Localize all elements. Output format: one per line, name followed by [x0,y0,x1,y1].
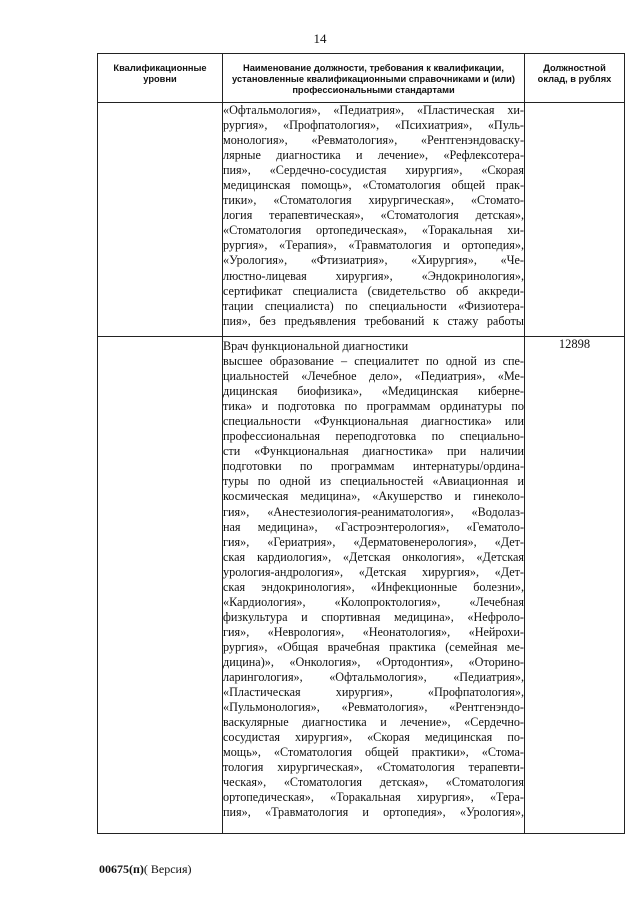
text-line: дицина)», «Онкология», «Ортодонтия», «Оторино- [223,654,524,669]
text-line: рургия», «Терапия», «Травматология и ортопедия», [223,238,524,253]
text-line: гия», «Неврология», «Неонатология», «Нейрохи- [223,624,524,639]
document-code: 00675(п) [99,862,144,876]
text-line: тации специалиста) по специальности «Физиотера- [223,298,524,313]
salary-cell [525,103,625,337]
text-line: «Пульмонология», «Ревматология», «Рентгенэндо- [223,700,524,715]
text-line: ская кардиология», «Детская онкология», «Детская [223,549,524,564]
text-line: ортопедическая», «Торакальная хирургия», «Тера- [223,790,524,805]
text-line: пия», «Сердечно-сосудистая хирургия», «Скорая [223,163,524,178]
requirements-cell [223,103,525,337]
text-line: сосудистая хирургия», «Скорая медицинская по- [223,730,524,745]
qualification-level-cell [98,337,223,834]
table-row [98,337,625,834]
text-line: ларингология», «Офтальмология», «Педиатрия», [223,670,524,685]
text-line: дицинская биофизика», «Медицинская киберне- [223,384,524,399]
text-line: рургия», «Профпатология», «Психиатрия», «Пуль- [223,118,524,133]
text-line: ская эндокринология», «Инфекционные болезни», [223,579,524,594]
document-footer [99,862,192,877]
text-line: профессиональная переподготовка по специально- [223,429,524,444]
header-qualification-levels: Квалификационные уровни [98,54,223,103]
text-line: лярные диагностика и лечение», «Рефлексотера- [223,148,524,163]
text-line: рургия», «Общая врачебная практика (семейная ме- [223,639,524,654]
text-line: пия», «Травматология и ортопедия», «Урология», [223,805,524,820]
text-line: мощь», «Стоматология общей практики», «Стома- [223,745,524,760]
text-line: сти «Функциональная диагностика» при наличии [223,444,524,459]
text-line: монология», «Ревматология», «Рентгенэндоваску- [223,133,524,148]
text-line: «Стоматология ортопедическая», «Торакальная хи- [223,223,524,238]
text-line: гия», «Анестезиология-реаниматология», «Водолаз- [223,504,524,519]
text-line: тология хирургическая», «Стоматология терапевти- [223,760,524,775]
text-line: подготовки по программам интернатуры/ордина- [223,459,524,474]
text-line: физкультура и спортивная медицина», «Нефроло- [223,609,524,624]
text-line: медицинская помощь», «Стоматология общей прак- [223,178,524,193]
header-salary: Должностной оклад, в рублях [525,54,625,103]
text-line: «Пластическая хирургия», «Профпатология», [223,685,524,700]
qualification-table [97,53,625,834]
table-row [98,103,625,337]
text-line: специальности «Функциональная диагностика» или [223,414,524,429]
text-line: тики», «Стоматология хирургическая», «Стомато- [223,193,524,208]
position-title: Врач функциональной диагностики [223,339,409,353]
text-line: космическая медицина», «Акушерство и гинеколо- [223,489,524,504]
text-line: логия терапевтическая», «Стоматология детская», [223,208,524,223]
document-version: ( Версия) [143,862,192,876]
text-line: сертификат специалиста (свидетельство об аккреди- [223,283,524,298]
header-position-requirements: Наименование должности, требования к квалификации, установленные квалификационными справочниками и (или) профессиональными стандартами [223,54,525,103]
qualification-level-cell [98,103,223,337]
text-line: урология-андрология», «Детская хирургия», «Дет- [223,564,524,579]
text-line: «Офтальмология», «Педиатрия», «Пластическая хи- [223,103,524,117]
text-line: люстно-лицевая хирургия», «Эндокринология», [223,268,524,283]
text-line: ческая», «Стоматология детская», «Стоматология [223,775,524,790]
text-line: ная медицина», «Гастроэнтерология», «Гематоло- [223,519,524,534]
requirements-cell [223,337,525,834]
text-line: пия», без предъявления требований к стажу работы [223,313,524,328]
text-line: высшее образование – специалитет по одной из спе- [223,354,524,369]
salary-cell: 12898 [525,337,625,834]
text-line: васкулярные диагностика и лечение», «Сердечно- [223,715,524,730]
table-header-row [98,54,625,103]
page-number: 14 [313,31,327,46]
text-line: туры по одной из специальностей «Авиационная и [223,474,524,489]
text-line: циальностей «Лечебное дело», «Педиатрия», «Ме- [223,369,524,384]
text-line: гия», «Гериатрия», «Дерматовенерология», «Дет- [223,534,524,549]
text-line: «Урология», «Фтизиатрия», «Хирургия», «Че- [223,253,524,268]
text-line: «Кардиология», «Колопроктология», «Лечебная [223,594,524,609]
text-line: тика» и подготовка по программам ординатуры по [223,399,524,414]
